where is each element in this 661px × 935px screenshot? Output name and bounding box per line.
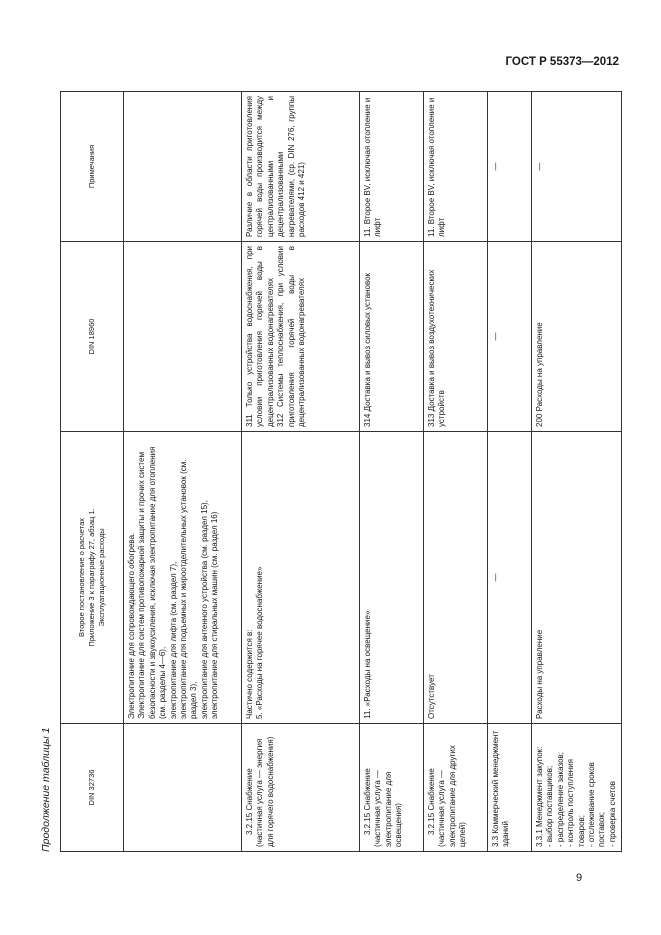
table-row [124,92,242,852]
page-number: 9 [576,872,583,884]
cell-din32736: 3.3 Коммерческий менеджмент зданий [488,724,532,852]
cell-din18960: 313 Доставка и вывоз воздухотехнических устройств [424,242,488,432]
cell-din32736: 3.2.15 Снабжение (частичная услуга — электропитание для освещения) [360,724,424,852]
header-row [61,92,124,852]
continuation-caption: Продолжение таблицы 1 [40,727,52,852]
table-row [532,92,622,852]
cell-din32736: 3.2.15 Снабжение (частичная услуга — электропитание для других целей) [424,724,488,852]
cell-din32736: 3.3.1 Менеджмент закупок: - выбор поставщиков; - распределение заказов; - контроль поступления товаров; - отслеживание сроков поставок; - проверка счетов [532,724,622,852]
cell-notes: 11. Второе BV, исключая отопление и лифт [424,92,488,242]
cell-notes: — [488,92,532,242]
cell-second-regulation: Расходы на управление [532,432,622,724]
rotated-table-area [38,92,617,852]
header-din32736: DIN 32736 [61,724,124,852]
cell-notes: Различие в области приготовления горячей воды производится между централизованными и децентрализованными нагревателями, (ср. DIN 276, группы расходов 412 и 421) [242,92,360,242]
cell-second-regulation: 11. «Расходы на освещение» [360,432,424,724]
cell-second-regulation: Частично содержится в: 5. «Расходы на горячее водоснабжение» [242,432,360,724]
cell-din18960: 311 Только устройства водоснабжения, при условии приготовления горячей воды в децентрализованных водонагревателях 312 Системы теплоснабжения, при условии приготовления горячей воды в децентрализованных водонагревателях [242,242,360,432]
cell-din18960: — [488,242,532,432]
cell-notes: 11. Второе BV, исключая отопление и лифт [360,92,424,242]
table-row [488,92,532,852]
cell-second-regulation: — [488,432,532,724]
cell-din18960 [124,242,242,432]
cell-din32736 [124,724,242,852]
header-notes: Примечания [61,92,124,242]
standard-id: ГОСТ Р 55373—2012 [505,56,619,68]
cell-second-regulation: Электропитание для сопровождающего обогрева. Электропитание для систем противопожарной защиты и прочих систем безопасности и звукоусиления, исключая электропитание для отопления (см. разделы 4—6), электропитание для лифта (см. раздел 7), электропитание для подъемных и жироотделительных установок (см. раздел 3), электропитание для антенного устройства (см. раздел 15), электропитание для стиральных машин (см. раздел 16) [124,432,242,724]
header-second-regulation: Второе постановление о расчетах Приложение 3 к параграфу 27, абзац 1. Эксплуатационные расходы [61,432,124,724]
header-din18960: DIN 18960 [61,242,124,432]
cell-din18960: 200 Расходы на управление [532,242,622,432]
cell-notes [124,92,242,242]
table-row [424,92,488,852]
cell-notes: — [532,92,622,242]
comparison-table [60,91,622,852]
table-row [242,92,360,852]
cell-din32736: 3.2.15 Снабжение (частичная услуга — энергия для горячего водоснабжения) [242,724,360,852]
cell-second-regulation: Отсутствует [424,432,488,724]
cell-din18960: 314 Доставка и вывоз силовых установок [360,242,424,432]
table-row [360,92,424,852]
